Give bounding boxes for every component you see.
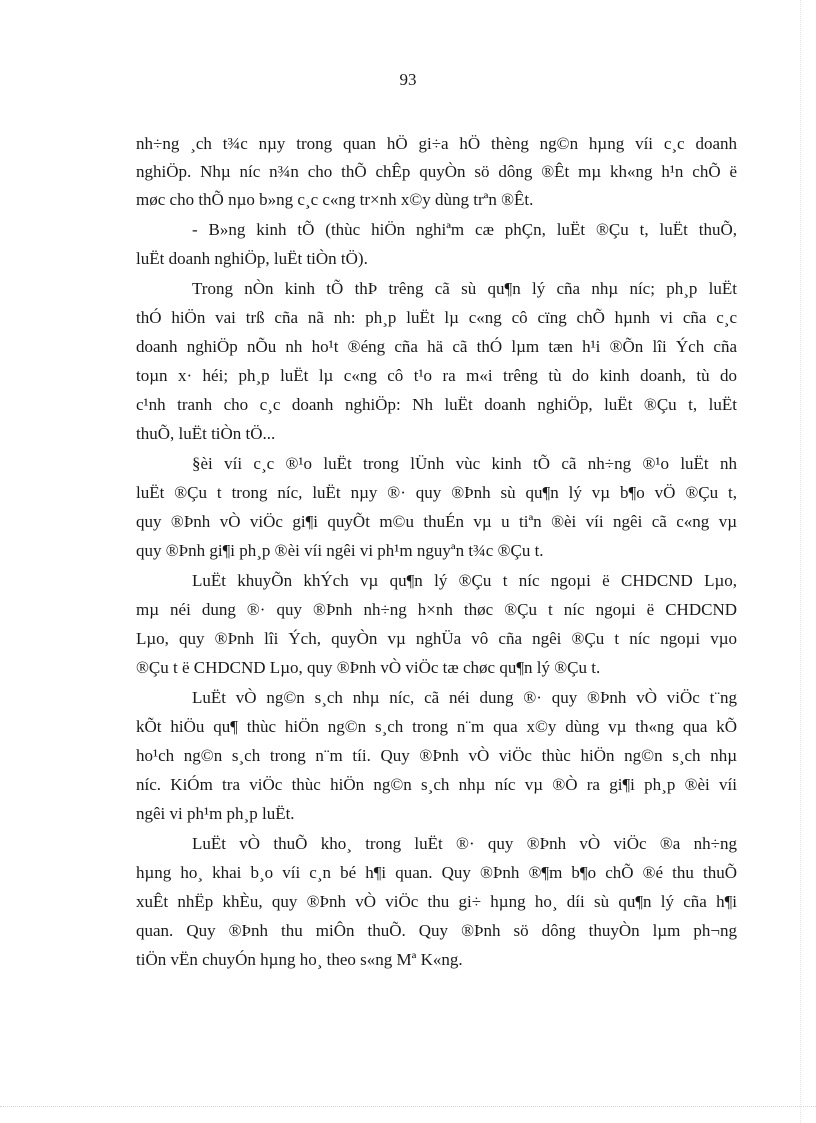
text-line: luËt doanh nghiÖp, luËt tiÒn tÖ). [136,249,368,268]
text-line: toµn x· héi; ph¸p luËt lµ c«ng cô t¹o ra m«i trêng tù do kinh doanh, tù do [136,366,737,385]
page-right-border [800,0,801,1123]
text-line: Lµo, quy ®Þnh lîi Ých, quyÒn vµ nghÜa vô cña ngêi ®Çu t níc ngoµi vµo [136,629,737,648]
page-number: 93 [399,70,417,89]
text-line: LuËt vÒ thuÕ kho¸ trong luËt ®· quy ®Þnh vÒ viÖc ®a nh÷ng [192,834,737,853]
text-line: ®Çu t ë CHDCND Lµo, quy ®Þnh vÒ viÖc tæ chøc qu¶n lý ®Çu t. [136,658,601,677]
text-line: møc cho thÕ nµo b»ng c¸c c«ng tr×nh x©y dùng trªn ®Êt. [136,190,534,209]
page-bottom-border [0,1106,816,1107]
text-line: Trong nÒn kinh tÕ thÞ trêng cã sù qu¶n lý cña nhµ níc; ph¸p luËt [192,279,737,298]
text-line: LuËt khuyÕn khÝch vµ qu¶n lý ®Çu t níc ngoµi ë CHDCND Lµo, [192,571,737,590]
text-line: doanh nghiÖp nÕu nh ho¹t ®éng cña hä cã thÓ lµm tæn h¹i ®Õn lîi Ých cña [136,337,737,356]
text-line: ngêi vi ph¹m ph¸p luËt. [136,804,295,823]
text-line: níc. KiÓm tra viÖc thùc hiÖn ng©n s¸ch nhµ níc vµ ®Ò ra gi¶i ph¸p ®èi víi [136,775,737,794]
text-line: tiÖn vËn chuyÓn hµng ho¸ theo s«ng Mª K«ng. [136,950,463,969]
text-line: quan. Quy ®Þnh thu miÔn thuÕ. Quy ®Þnh sö dông thuyÒn lµm ph¬ng [136,921,737,940]
text-line: §èi víi c¸c ®¹o luËt trong lÜnh vùc kinh tÕ cã nh÷ng ®¹o luËt nh [192,454,737,473]
text-line: ho¹ch ng©n s¸ch trong n¨m tíi. Quy ®Þnh vÒ viÖc thùc hiÖn ng©n s¸ch nhµ [136,746,737,765]
text-line: hµng ho¸ khai b¸o víi c¸n bé h¶i quan. Quy ®Þnh ®¶m b¶o chÕ ®é thu thuÕ [136,863,737,882]
text-line: thuÕ, luËt tiÒn tÖ... [136,424,276,443]
text-line: LuËt vÒ ng©n s¸ch nhµ níc, cã néi dung ®· quy ®Þnh vÒ viÖc t¨ng [192,688,737,707]
text-line: nghiÖp. Nhµ níc n¾n cho thÕ chÊp quyÒn sö dông ®Êt mµ kh«ng h¹n chÕ ë [136,162,737,181]
text-line: thÓ hiÖn vai trß cña nã nh: ph¸p luËt lµ c«ng cô cïng chÕ hµnh vi cña c¸c [136,308,737,327]
text-line: c¹nh tranh cho c¸c doanh nghiÖp: Nh luËt doanh nghiÖp, luËt ®Çu t, luËt [136,395,737,414]
text-line: mµ néi dung ®· quy ®Þnh nh÷ng h×nh thøc ®Çu t níc ngoµi ë CHDCND [136,600,737,619]
text-line: quy ®Þnh gi¶i ph¸p ®èi víi ngêi vi ph¹m nguyªn t¾c ®Çu t. [136,541,544,560]
text-line: nh÷ng ¸ch t¾c nµy trong quan hÖ gi÷a hÖ thèng ng©n hµng víi c¸c doanh [136,134,737,153]
text-line: xuÊt nhËp khÈu, quy ®Þnh vÒ viÖc thu gi÷ hµng ho¸ díi sù qu¶n lý cña h¶i [136,892,737,911]
text-line: - B»ng kinh tÕ (thùc hiÖn nghiªm cæ phÇn, luËt ®Çu t, luËt thuÕ, [192,220,737,239]
text-line: kÕt hiÖu qu¶ thùc hiÖn ng©n s¸ch trong n¨m qua x©y dùng vµ th«ng qua kÕ [136,717,737,736]
text-line: quy ®Þnh vÒ viÖc gi¶i quyÕt m©u thuÉn vµ u tiªn ®èi víi ngêi cã c«ng vµ [136,512,737,531]
text-line: luËt ®Çu t trong níc, luËt nµy ®· quy ®Þnh sù qu¶n lý vµ b¶o vÖ ®Çu t, [136,483,737,502]
